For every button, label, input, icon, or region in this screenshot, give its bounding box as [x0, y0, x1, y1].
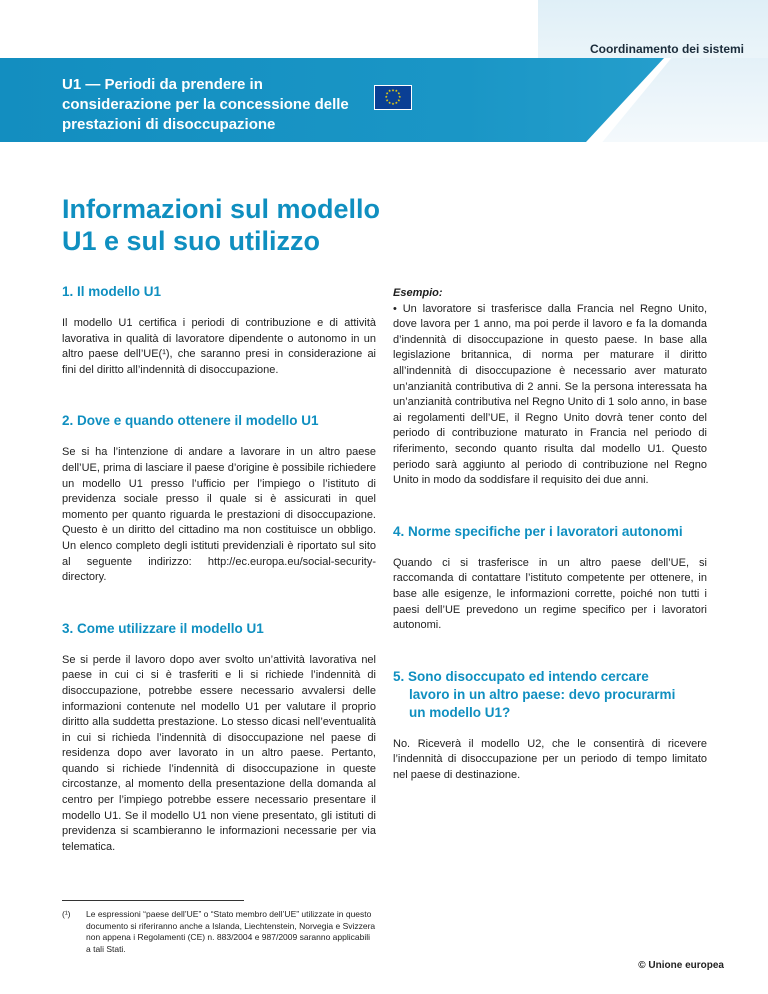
- section-1-text: Il modello U1 certifica i periodi di contribuzione e di attività lavorativa in qualità di lavoratore dipendente o autonomo in un altro paese dell’UE(¹), che saranno presi in considerazione ai fini del diritto all’indennità di disoccupazione.: [62, 317, 376, 376]
- copyright-notice: © Unione europea: [638, 960, 724, 971]
- section-5-title-line-1: 5. Sono disoccupato ed intendo cercare: [393, 668, 649, 684]
- svg-text:★: ★: [385, 98, 389, 103]
- example-text: • Un lavoratore si trasferisce dalla Francia nel Regno Unito, dove lavora per 1 anno, ma poi perde il lavoro e fa la domanda d’indennità di disoccupazione in questo paese. In base alla legislazione britannica, di norma per maturare il diritto all’indennità di disoccupazione è necessario aver maturato un’anzianità contributiva di 2 anni. Se la persona interessata ha un’anzianità contributiva nel Regno Unito di 1 solo anno, in base ai regolamenti dell’UE, il Regno Unito dovrà tener conto del periodo di contribuzione maturato in Francia nel periodo di riferimento, secondo quanto risulta dal modello U1. Questo periodo sarà aggiunto al periodo di contribuzione nel Regno Unito in modo da soddisfare il requisito dei due anni.: [393, 302, 707, 487]
- svg-text:★: ★: [391, 88, 395, 93]
- svg-text:★: ★: [387, 89, 392, 94]
- svg-text:★: ★: [397, 91, 401, 96]
- form-title: U1 — Periodi da prendere in considerazione per la concessione delle prestazioni di disoccupazione: [62, 76, 349, 133]
- svg-text:★: ★: [387, 101, 392, 105]
- example-label: Esempio:: [393, 287, 443, 299]
- page-title: [62, 193, 462, 257]
- svg-text:★: ★: [391, 101, 395, 106]
- left-column: [62, 283, 376, 855]
- section-1-title: 1. Il modello U1: [62, 284, 162, 299]
- footnote-number: (¹): [62, 909, 71, 919]
- section-4-text: Quando ci si trasferisce in un altro paese dell’UE, si raccomanda di contattare l’istituto competente per ottenere, in base alle esigenze, le informazioni corrette, poiché non tutti i paesi dell’UE prevedono un regime specifico per i lavoratori autonomi.: [393, 556, 707, 632]
- section-5-title-line-2: lavoro in un altro paese: devo procurarmi: [409, 686, 676, 702]
- eu-flag-icon: [374, 85, 412, 110]
- svg-text:★: ★: [394, 101, 399, 105]
- section-5-title-line-3: un modello U1?: [409, 704, 511, 720]
- banner-line-1: Coordinamento dei sistemi: [589, 42, 744, 56]
- page-title-line-1: Informazioni sul modello: [62, 194, 381, 224]
- svg-text:★: ★: [384, 95, 388, 100]
- svg-text:★: ★: [385, 91, 389, 96]
- svg-text:★: ★: [397, 98, 401, 103]
- svg-text:★: ★: [394, 89, 399, 94]
- footnote-divider: [62, 900, 244, 901]
- section-3-text: Se si perde il lavoro dopo aver svolto un’attività lavorativa nel paese in cui ci si è trasferiti e li si richiede l’indennità di disoccupazione, potrebbe essere necessario avvalersi delle informazioni contenute nel modello U1 per valutare il proprio diritto alla suddetta prestazione. Lo stesso dicasi nell’eventualità in cui si richieda l’indennità di disoccupazione nel paese di residenza dopo aver lavorato in un altro paese. Pertanto, quando si richiede l’indennità di disoccupazione in queste circostanze, al momento della presentazione della domanda al centro per l’impiego potrebbe essere necessario presentare il modello U1. Se il modello U1 non viene presentato, gli istituti di previdenza si scambieranno le informazioni necessarie per via telematica.: [62, 653, 376, 853]
- section-5-text: No. Riceverà il modello U2, che le consentirà di ricevere l’indennità di disoccupazione per un periodo di tempo limitato nel paese di destinazione.: [393, 737, 707, 781]
- page-title-line-2: U1 e sul suo utilizzo: [62, 226, 321, 256]
- section-4-title: 4. Norme specifiche per i lavoratori autonomi: [393, 523, 683, 539]
- footnote-text: Le espressioni “paese dell’UE” o “Stato membro dell’UE” utilizzate in questo documento si riferiranno anche a Islanda, Liechtenstein, Norvegia e Svizzera non appena i Regolamenti (CE) n. 883/2004 e 987/2009 saranno applicabili a tali Stati.: [86, 909, 376, 954]
- svg-text:★: ★: [398, 95, 402, 100]
- right-column: [393, 283, 707, 783]
- section-2-title: 2. Dove e quando ottenere il modello U1: [62, 413, 319, 429]
- section-5-title: [393, 668, 707, 722]
- section-2-text: Se si ha l’intenzione di andare a lavorare in un altro paese dell’UE, prima di lasciare il paese d’origine è possibile richiedere un modello U1 presso l’ufficio per l’impiego o l’istituto di previdenza sociale presso il quale si è assicurati in quel momento per quanto riguarda le prestazioni di disoccupazione. Questo è un diritto del cittadino ma non costituisce un obbligo. Un elenco completo degli istituti previdenziali è riportato sul sito al seguente indirizzo: http://ec.europa.eu/social-security-directory.: [62, 446, 376, 584]
- section-3-title: 3. Come utilizzare il modello U1: [62, 620, 264, 636]
